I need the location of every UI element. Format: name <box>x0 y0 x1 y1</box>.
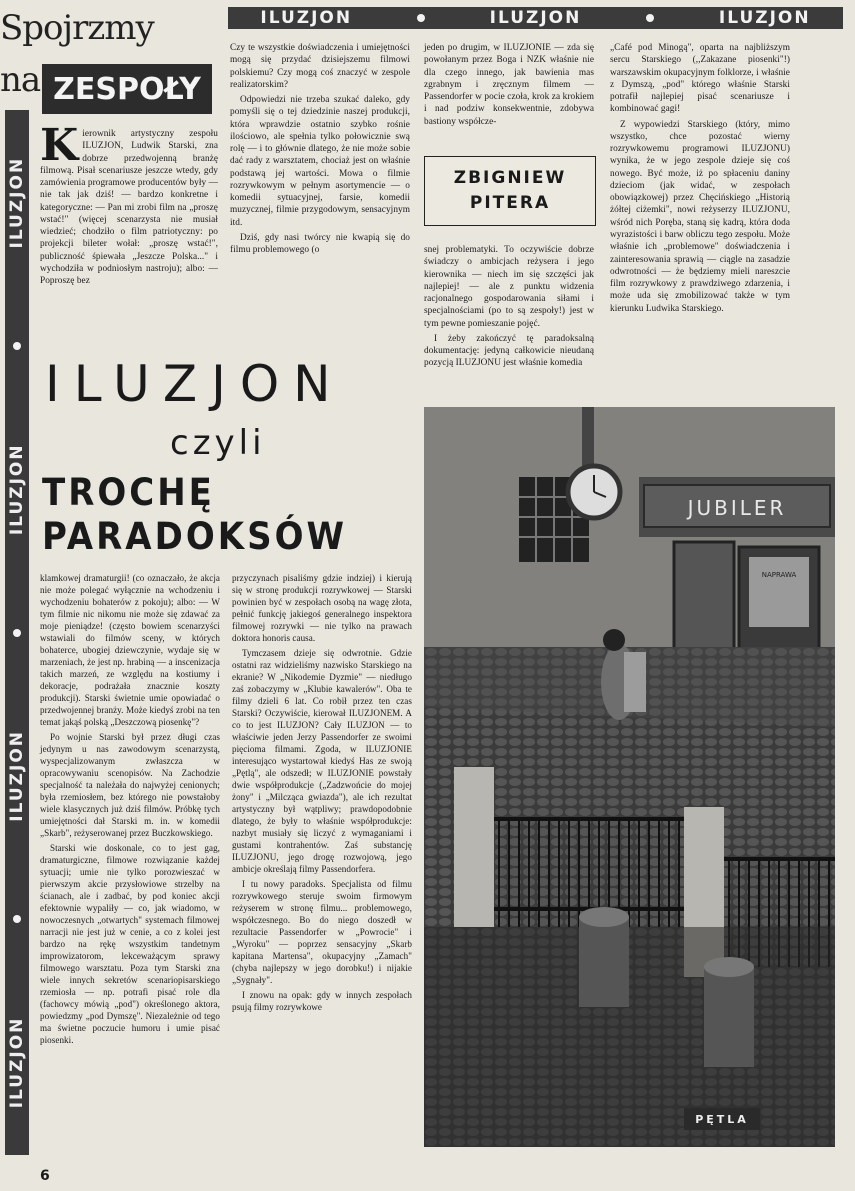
strip-item: ILUZJON <box>7 156 27 249</box>
bullet-icon <box>13 629 21 637</box>
intro-column <box>40 120 218 290</box>
author-last-name: PITERA <box>469 193 551 213</box>
paragraph: Czy te wszystkie doświadczenia i umiejętności mogą się przydać dzisiejszemu filmowi polskiemu? Czy mogą coś znaczyć w zespole realizatorskim? <box>230 43 410 90</box>
dropcap: K <box>40 120 79 171</box>
bullet-icon <box>646 14 654 22</box>
paragraph: przyczynach pisaliśmy gdzie indziej) i kierują się w stronę produkcji rozrywkowej — Starski powinien być w zespołach osobą na wagę złota, pełnić funkcję jakiegoś generalnego inspektora filmowej rozrywki — nie tylko na prawach doktora honoris causa. <box>232 573 412 643</box>
column-4-top <box>610 42 790 318</box>
column-3-top <box>424 42 594 131</box>
paragraph: Dziś, gdy nasi twórcy nie kwapią się do filmu problemowego (o <box>230 232 410 256</box>
title-line1: ILUZJON <box>45 355 345 413</box>
photo-caption: PĘTLA <box>684 1108 760 1130</box>
title-line2: czyli <box>170 423 266 463</box>
paragraph: snej problematyki. To oczywiście dobrze świadczy o ambicjach reżysera i jego kierownika — niech im się szczęści jak najlepiej! — ale z punktu widzenia racjonalnego gospodarowania siłami i specjalnościami (po to są zespoły!) jest w tym pewne pomieszanie pojęć. <box>424 245 594 329</box>
banner-item: ILUZJON <box>718 8 811 28</box>
strip-item: ILUZJON <box>7 730 27 822</box>
vertical-strip <box>5 110 29 1155</box>
header-box-title: ZESPOŁY <box>42 64 212 114</box>
banner-item: ILUZJON <box>489 8 582 28</box>
window-label: NAPRAWA <box>761 571 797 579</box>
shop-sign: JUBILER <box>687 496 787 520</box>
bullet-icon <box>13 915 21 923</box>
photo-illustration <box>424 407 835 1147</box>
paragraph: I znowu na opak: gdy w innych zespołach psują filmy rozrywkowe <box>232 990 412 1012</box>
intro-text: ierownik artystyczny zespołu ILUZJON, Ludwik Starski, zna dobrze przedwojenną branżę filmową. Pisał scenariusze jeszcze wtedy, gdy zamówienia programowe producentów były — nie tak jak dziś! — bardzo konkretne i kategoryczne: — Pan mi zrobi film na „proszę wstać!" (więcej scenarzysta nie musiał wiedzieć; chodziło o film patriotyczny: po projekcji bileter wołał: „proszę wstać!", publiczność śpiewała „Jeszcze Polska..." i wychodziła w podniosłym nastroju); albo: — Poproszę bez <box>40 129 218 287</box>
header-line2-prefix: na <box>0 60 41 100</box>
paragraph: „Café pod Minogą", oparta na najbliższym sercu Starskiego (,,Zakazane piosenki"!) warszawskim okupacyjnym folklorze, i właśnie z Dymszą, „pod" którego właśnie Starski potrafił najlepiej pisać scenariusze i kombinować gagi! <box>610 43 790 115</box>
page-number: 6 <box>40 1168 50 1184</box>
author-first-name: ZBIGNIEW <box>453 167 567 188</box>
strip-item: ILUZJON <box>7 1016 27 1109</box>
title-line3: TROCHĘ PARADOKSÓW <box>42 471 347 559</box>
paragraph: Po wojnie Starski był przez długi czas jedynym u nas zawodowym scenarzystą, wyspecjalizowanym zwłaszcza w opracowywaniu scenopisów. Na Zachodzie specjalność ta należała do najwyżej cenionych; była rzemiosłem, bez którego nie powstałoby wiele klasycznych już dziś filmów. Próbkę tych umiejętności dał Starski m. in. w komedii „Skarb", reżyserowanej przez Buczkowskiego. <box>40 732 220 838</box>
paragraph: Odpowiedzi nie trzeba szukać daleko, gdy pomyśli się o tej dziedzinie naszej produkcji, która wprawdzie ostatnio szybko rośnie ilościowo, ale spełnia tylko połowicznie swą rolę — i to głównie dlatego, że nie może sobie dać rady z warsztatem, chociaż jest on właśnie podstawą jej wartości. Mowa o filmie rozrywkowym w pełnym asortymencie — o komedii sytuacyjnej, farsie, komedii muzycznej, filmie przygodowym, sensacyjnym itd. <box>230 95 410 228</box>
author-box <box>424 156 596 226</box>
column-2-bottom <box>232 572 412 1016</box>
paragraph: Tymczasem dzieje się odwrotnie. Gdzie ostatni raz widzieliśmy nazwisko Starskiego na ekranie? W „Nikodemie Dyzmie" — niedługo zaś zobaczymy w „Klubie kawalerów". Oba te filmy dzieli 6 lat. Co robił przez ten czas Starski? Oczywiście, kierował ILUZJONEM. A co to jest ILUZJON? Cały ILUZJON — to właściwie jeden Jerzy Passendorfer ze swoimi pięcioma filmami. Zgoda, w ILUZJONIE interesująco wystartował kiedyś Has ze swoją „Pętlą", ale odszedł; w ILUZJONIE powstały dwie współprodukcje („Zadzwońcie do mojej żony" i „Milcząca gwiazda"), ale ich rezultat artystyczny był wątpliwy; prawdopodobnie dlatego, że były to właśnie współprodukcje: nazbyt musiały się liczyć z wymaganiami i gustami kontrahentów. Zaś substancję ILUZJONU, jego drogę rozwojową, jego ambicje określają filmy Passendorfera. <box>232 648 412 874</box>
paragraph: I tu nowy paradoks. Specjalista od filmu rozrywkowego steruje swoim firmowym reżyserem w stronę filmu... problemowego, współczesnego. Bo do niego doszedł w rezultacie Passendorfer w „Powrocie" i „Wyroku" — poprzez sensacyjny „Skarb kapitana Martensa", okupacyjny „Zamach" (chyba najlepszy w jego dorobku!) i nijakie „Sygnały". <box>232 879 412 985</box>
column-2-top <box>230 42 410 260</box>
paragraph: Z wypowiedzi Starskiego (który, mimo wszystko, chce pozostać wierny rozrywkowemu programowi ILUZJONU) wynika, że w jego zespole dzieje się coś nowego. Być może, iż po spłaceniu daniny dzieciom (jak widać, w zespołach obowiązkowej) przez Chęcińskiego „Historią żółtej ciżemki", nowi reżyserzy ILUZJONU, wśród nich Poręba, staną się kadrą, która doda wyrazistości i barw obliczu tego zespołu. Może właśnie ich „problemowe" doświadczenia i zainteresowania sprawią — ciągle na zasadzie odwrotności — że będziemy mieli nareszcie film rozrywkowy z prawdziwego zdarzenia, i może uda się zmobilizować także w tym kierunku Ludwika Starskiego. <box>610 119 790 314</box>
bullet-icon <box>417 14 425 22</box>
paragraph: jeden po drugim, w ILUZJONIE — zda się powołanym przez Boga i NZK właśnie nie dla czego innego, jak bawienia mas zgrabnym i zręcznym filmem — Passendorfer w pocie czoła, krok za krokiem i nad podziw konsekwentnie, zdobywa bastiony współcze- <box>424 43 594 127</box>
paragraph: Starski wie doskonale, co to jest gag, dramaturgiczne, filmowe rozwiązanie każdej sytuacji; umie nie tylko porozwieszać w pierwszym akcie przysłowiowe strzelby na ścianach, ale i zadbać, by pod koniec akcji efektownie wypaliły — co, jak wiadomo, w nowoczesnych „otwartych" systemach filmowej narracji nie jest już w cenie, a co z kolei jest bardzo na rękę wszystkim tandetnym improwizatorom, lekceważącym sprawy filmowego warsztatu. Poza tym Starski zna wiele innych sekretów scenariopisarskiego rzemiosła — np. potrafi pisać role dla (fachowcy mówią „pod") określonego aktora, powiedzmy „pod Dymszę". Niezależnie od tego ma świetne poczucie humoru i umie pisać piosenki. <box>40 843 220 1045</box>
top-banner <box>228 7 843 29</box>
bullet-icon <box>13 342 21 350</box>
paragraph: klamkowej dramaturgii! (co oznaczało, że akcja nie może polegać wyłącznie na wchodzeniu i wychodzeniu bohaterów z pokoju); albo: — W tym filmie nic nikomu nie może się zdawać za moje pieniądze! (często bowiem scenarzyści wstawiali do filmów sceny, w których bohaterce, ubogiej dziewczynie, wydaje się w marzeniach, że jest np. hrabiną — a inscenizacja takich marzeń, ze względu na kostiumy i dekoracje, podrażała znacznie koszty produkcji). Starski świetnie umie opowiadać o przedwojennej branży. Może kiedyś zrobi na ten temat jakąś polską „Deszczową piosenkę"? <box>40 573 220 727</box>
header-line1: Spojrzmy <box>0 8 154 48</box>
column-1-bottom <box>40 572 220 1049</box>
film-still-photo <box>424 407 835 1147</box>
banner-item: ILUZJON <box>260 8 353 28</box>
column-3-mid <box>424 244 594 373</box>
paragraph: I żeby zakończyć tę paradoksalną dokumentację: jedyną całkowicie nieudaną pozycją ILUZJONU jest właśnie komedia <box>424 333 594 369</box>
strip-item: ILUZJON <box>7 443 27 536</box>
